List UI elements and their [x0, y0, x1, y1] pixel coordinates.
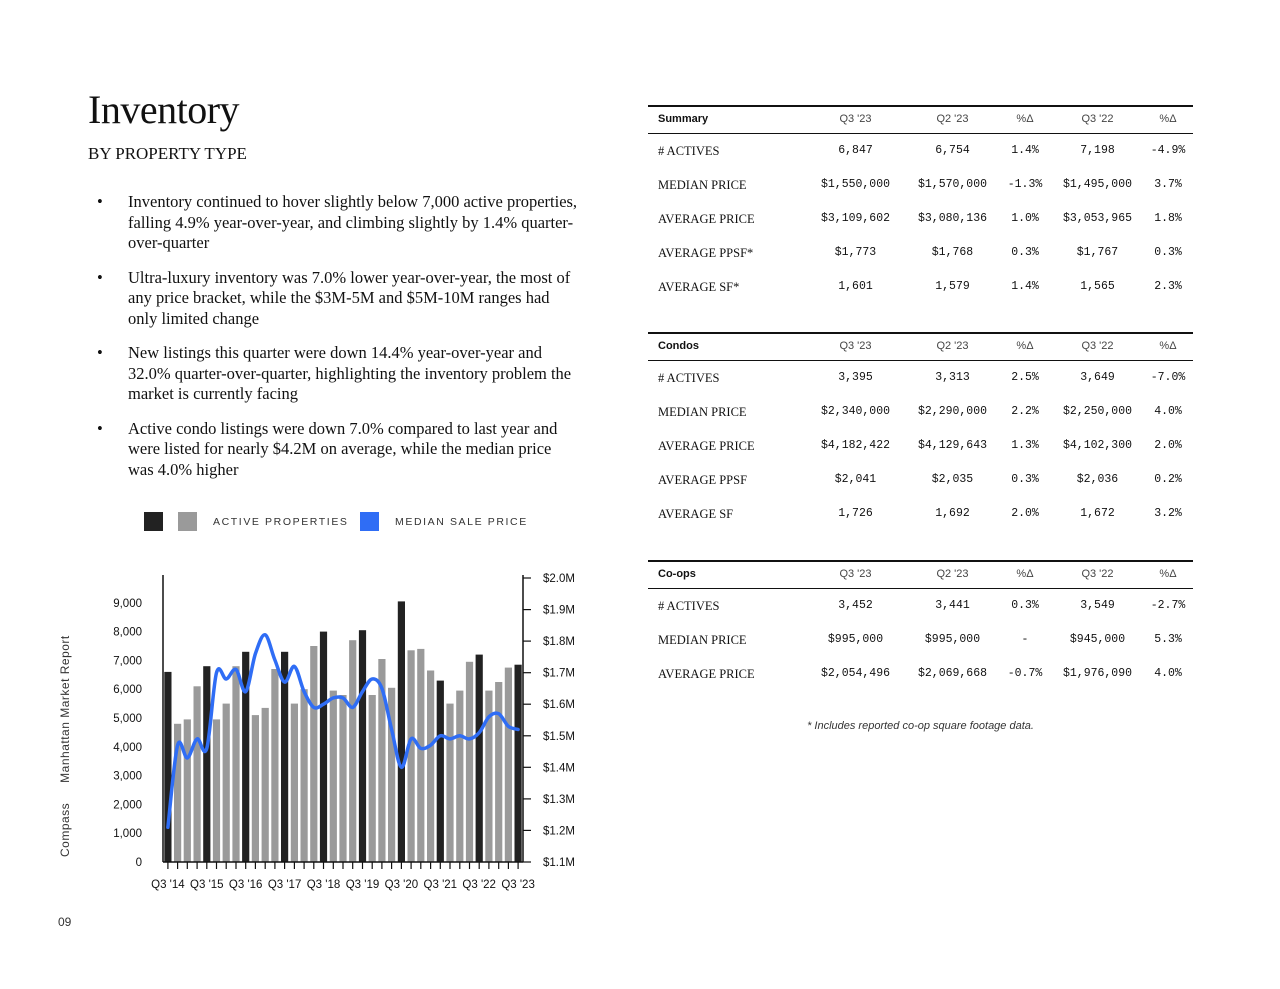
bar: [194, 686, 201, 862]
col-header: %Δ: [1016, 340, 1034, 352]
table-header: [648, 560, 1193, 589]
cell: 1.8%: [1154, 212, 1182, 225]
bar: [339, 695, 346, 862]
cell: 2.0%: [1154, 439, 1182, 452]
left-tick-label: 3,000: [113, 770, 142, 783]
bar: [427, 671, 434, 863]
cell: 3,452: [838, 599, 873, 612]
row-label: # ACTIVES: [658, 599, 720, 613]
cell: 6,754: [935, 144, 970, 157]
cell: $4,102,300: [1062, 439, 1132, 452]
bullet-dot-icon: •: [97, 418, 103, 438]
coops-table: [648, 560, 1193, 691]
cell: 4.0%: [1154, 667, 1182, 680]
table-row: [648, 202, 1193, 236]
table-row: [648, 497, 1193, 531]
x-tick-label: Q3 '23: [501, 879, 535, 891]
right-axis-ticks: [523, 573, 575, 869]
row-label: AVERAGE PPSF: [658, 473, 748, 487]
bullet-text: Ultra-luxury inventory was 7.0% lower year-over-year, the most of any price bracket, while the $3M-5M and $5M-10M ranges had only limited change: [128, 267, 571, 328]
cell: 1.4%: [1011, 280, 1039, 293]
bar: [398, 601, 405, 862]
cell: 1.3%: [1011, 439, 1039, 452]
bullet-dot-icon: •: [97, 192, 103, 211]
bar: [291, 704, 298, 862]
left-tick-label: 2,000: [113, 799, 142, 812]
cell: $2,250,000: [1062, 405, 1132, 418]
cell: 1,692: [935, 507, 970, 520]
cell: 6,847: [838, 144, 873, 157]
left-tick-label: 0: [135, 857, 142, 869]
cell: 4.0%: [1154, 405, 1182, 418]
x-tick-label: Q3 '21: [423, 879, 458, 891]
bar: [505, 668, 512, 862]
row-label: AVERAGE PRICE: [658, 667, 755, 681]
side-label-report: Manhattan Market Report: [58, 635, 72, 783]
bar: [446, 704, 453, 862]
table-title: Co-ops: [658, 568, 696, 580]
x-tick-label: Q3 '16: [228, 879, 263, 891]
col-header: Q3 '22: [1081, 113, 1114, 125]
col-header: Q2 '23: [936, 568, 969, 580]
cell: 2.2%: [1011, 405, 1039, 418]
x-tick-label: Q3 '20: [384, 879, 419, 891]
right-tick-label: $1.4M: [543, 762, 575, 775]
condos-table: [648, 332, 1193, 531]
cell: -2.7%: [1150, 599, 1186, 612]
cell: -7.0%: [1150, 371, 1186, 384]
bullet-text: Inventory continued to hover slightly below 7,000 active properties, falling 4.9% year-over-year, and climbing slightly by 1.4% quarter-over-quarter: [128, 192, 578, 252]
cell: 1,579: [935, 280, 970, 293]
bar: [369, 695, 376, 862]
table-header: [648, 332, 1193, 361]
right-tick-label: $1.5M: [543, 730, 575, 743]
row-label: AVERAGE SF: [658, 507, 734, 521]
cell: 0.2%: [1154, 473, 1182, 486]
bar: [476, 655, 483, 862]
col-header: %Δ: [1159, 568, 1177, 580]
page-title: Inventory: [88, 87, 240, 132]
table-row: [648, 395, 1193, 429]
bar: [184, 719, 191, 862]
table-row: [648, 429, 1193, 463]
cell: $2,340,000: [820, 405, 890, 418]
bar: [437, 681, 444, 862]
page-number: 09: [58, 915, 72, 929]
left-tick-label: 1,000: [113, 828, 142, 841]
right-tick-label: $1.9M: [543, 604, 575, 617]
cell: $2,036: [1076, 473, 1119, 486]
bar: [466, 662, 473, 862]
cell: 3,649: [1080, 371, 1115, 384]
cell: $1,570,000: [917, 178, 987, 191]
bullet-dot-icon: •: [97, 343, 103, 362]
table-row: [648, 134, 1193, 168]
right-tick-label: $1.1M: [543, 857, 575, 869]
bar-series: [164, 601, 521, 862]
row-label: # ACTIVES: [658, 371, 720, 385]
right-tick-label: $2.0M: [543, 573, 575, 585]
cell: 2.5%: [1011, 371, 1039, 384]
cell: 0.3%: [1011, 473, 1039, 486]
bar: [359, 630, 366, 862]
bar: [310, 646, 317, 862]
table-row: [648, 589, 1193, 623]
cell: $995,000: [827, 633, 884, 646]
bar: [301, 689, 308, 862]
cell: $2,041: [834, 473, 877, 486]
bar: [213, 719, 220, 862]
bar: [408, 650, 415, 862]
col-header: Q3 '23: [839, 340, 872, 352]
cell: $2,069,668: [917, 667, 987, 680]
cell: $1,550,000: [820, 178, 890, 191]
cell: $3,109,602: [820, 212, 890, 225]
table-title: Summary: [658, 113, 709, 125]
col-header: Q3 '23: [839, 113, 872, 125]
bar: [495, 682, 502, 862]
legend-swatch-light: [178, 512, 197, 531]
cell: 1,726: [838, 507, 873, 520]
right-tick-label: $1.6M: [543, 699, 575, 712]
table-row: [648, 361, 1193, 395]
left-tick-label: 7,000: [113, 655, 142, 668]
col-header: Q3 '22: [1081, 340, 1114, 352]
table-row: [648, 236, 1193, 270]
col-header: Q3 '22: [1081, 568, 1114, 580]
cell: $2,054,496: [820, 667, 890, 680]
cell: 1.4%: [1011, 144, 1039, 157]
legend-swatch-dark: [144, 512, 163, 531]
left-axis-ticks: [113, 598, 142, 869]
cell: 3,441: [935, 599, 970, 612]
left-tick-label: 9,000: [113, 597, 142, 610]
bar: [330, 691, 337, 862]
col-header: Q2 '23: [936, 340, 969, 352]
bullet-text: Active condo listings were down 7.0% compared to last year and were listed for nearly $4.2M on average, while the median price was 4.0% higher: [128, 418, 558, 479]
col-header: %Δ: [1159, 340, 1177, 352]
bar: [203, 666, 210, 862]
cell: $4,182,422: [820, 439, 890, 452]
right-tick-label: $1.7M: [543, 667, 575, 680]
cell: $1,768: [931, 246, 974, 259]
table-row: [648, 270, 1193, 304]
cell: $1,976,090: [1062, 667, 1132, 680]
col-header: Q3 '23: [839, 568, 872, 580]
cell: $1,495,000: [1062, 178, 1132, 191]
bar: [320, 632, 327, 862]
cell: 3.7%: [1154, 178, 1182, 191]
table-row: [648, 623, 1193, 657]
table-header: [648, 105, 1193, 134]
cell: 0.3%: [1011, 599, 1039, 612]
legend-median-label: MEDIAN SALE PRICE: [395, 516, 528, 528]
cell: 1,601: [838, 280, 873, 293]
row-label: MEDIAN PRICE: [658, 178, 747, 192]
cell: -0.7%: [1007, 667, 1043, 680]
cell: -4.9%: [1150, 144, 1186, 157]
row-label: AVERAGE SF*: [658, 280, 740, 294]
bar: [262, 708, 269, 862]
col-header: %Δ: [1159, 113, 1177, 125]
cell: $2,035: [931, 473, 974, 486]
cell: 0.3%: [1011, 246, 1039, 259]
cell: $995,000: [924, 633, 981, 646]
bar: [417, 649, 424, 862]
right-tick-label: $1.8M: [543, 636, 575, 649]
cell: 7,198: [1080, 144, 1115, 157]
cell: 0.3%: [1154, 246, 1182, 259]
cell: 1,672: [1080, 507, 1115, 520]
cell: 3,313: [935, 371, 970, 384]
side-label-brand: Compass: [58, 802, 72, 857]
bar: [252, 715, 259, 862]
bar: [456, 691, 463, 862]
bar: [515, 665, 522, 862]
table-row: [648, 657, 1193, 691]
bar: [232, 666, 239, 862]
left-tick-label: 5,000: [113, 713, 142, 725]
cell: 3,395: [838, 371, 873, 384]
bullet-item: [88, 419, 578, 481]
cell: $3,053,965: [1062, 212, 1132, 225]
row-label: MEDIAN PRICE: [658, 405, 747, 419]
cell: $945,000: [1069, 633, 1126, 646]
left-tick-label: 4,000: [113, 741, 142, 754]
cell: $1,773: [834, 246, 877, 259]
row-label: AVERAGE PRICE: [658, 439, 755, 453]
cell: 3,549: [1080, 599, 1115, 612]
row-label: # ACTIVES: [658, 144, 720, 158]
cell: 1,565: [1080, 280, 1115, 293]
left-tick-label: 8,000: [113, 626, 142, 639]
x-tick-label: Q3 '15: [190, 879, 224, 891]
bar: [349, 640, 356, 862]
cell: 1.0%: [1011, 212, 1039, 225]
table-row: [648, 463, 1193, 497]
legend-swatch-blue: [360, 512, 379, 531]
left-tick-label: 6,000: [113, 684, 142, 697]
cell: $4,129,643: [917, 439, 987, 452]
cell: $1,767: [1076, 246, 1119, 259]
bullet-item: [88, 192, 578, 254]
row-label: AVERAGE PRICE: [658, 212, 755, 226]
x-axis-ticks: [151, 862, 535, 891]
col-header: %Δ: [1016, 113, 1034, 125]
col-header: Q2 '23: [936, 113, 969, 125]
bullet-item: [88, 268, 578, 330]
x-tick-label: Q3 '19: [345, 879, 380, 891]
bar: [164, 672, 171, 862]
cell: -: [1021, 633, 1029, 646]
cell: 5.3%: [1154, 633, 1182, 646]
bullet-list: [88, 192, 578, 494]
bullet-item: [88, 343, 578, 405]
col-header: %Δ: [1016, 568, 1034, 580]
legend-active-label: ACTIVE PROPERTIES: [213, 516, 349, 528]
x-tick-label: Q3 '17: [267, 879, 302, 891]
table-row: [648, 168, 1193, 202]
bullet-text: New listings this quarter were down 14.4% year-over-year and 32.0% quarter-over-quarter, highlighting the inventory problem the market is currently facing: [128, 343, 572, 403]
cell: -1.3%: [1007, 178, 1043, 191]
cell: 2.3%: [1154, 280, 1182, 293]
x-tick-label: Q3 '14: [151, 879, 185, 891]
table-title: Condos: [658, 340, 699, 352]
cell: $3,080,136: [917, 212, 987, 225]
x-tick-label: Q3 '18: [306, 879, 341, 891]
x-tick-label: Q3 '22: [462, 879, 496, 891]
row-label: MEDIAN PRICE: [658, 633, 747, 647]
bullet-dot-icon: •: [97, 267, 103, 287]
row-label: AVERAGE PPSF*: [658, 246, 754, 260]
page-subtitle: BY PROPERTY TYPE: [88, 144, 247, 163]
cell: 2.0%: [1011, 507, 1039, 520]
side-label: [58, 635, 72, 857]
right-tick-label: $1.2M: [543, 825, 575, 838]
inventory-chart: [100, 560, 575, 900]
cell: 3.2%: [1154, 507, 1182, 520]
bar: [223, 704, 230, 862]
cell: $2,290,000: [917, 405, 987, 418]
summary-table: [648, 105, 1193, 304]
footnote: * Includes reported co-op square footage data.: [807, 720, 1034, 732]
bar: [271, 669, 278, 862]
right-tick-label: $1.3M: [543, 793, 575, 806]
